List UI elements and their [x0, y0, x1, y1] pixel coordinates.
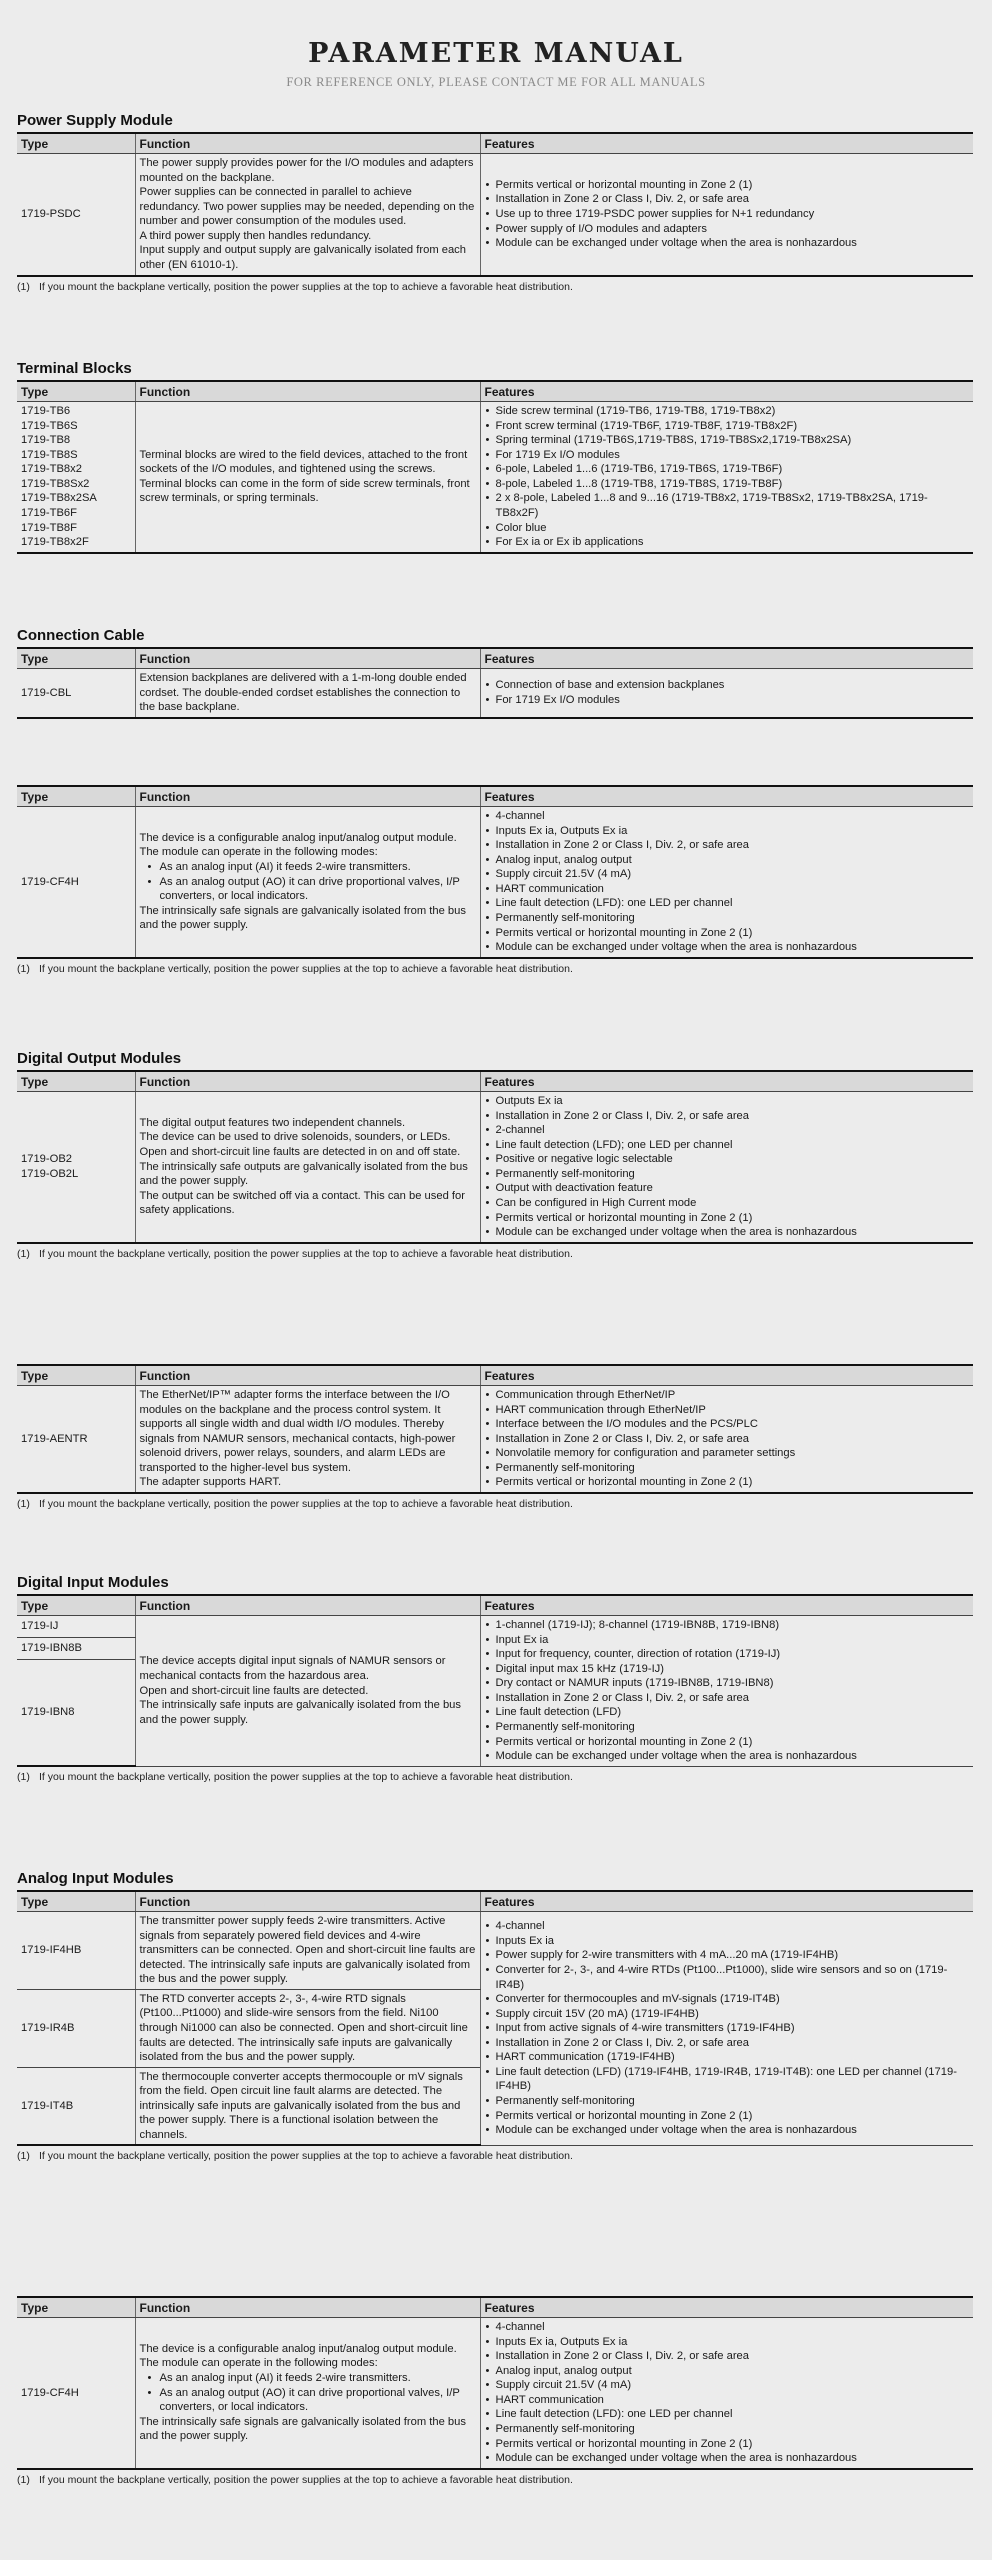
type-cell: 1719-IF4HB	[17, 1912, 135, 1990]
section-digital-input	[17, 1572, 973, 1783]
column-header-type: Type	[17, 1595, 135, 1616]
section-connection-cable	[17, 625, 973, 719]
function-cell: The RTD converter accepts 2-, 3-, 4-wire RTD signals (Pt100...Pt1000) and slide-wire sensors from the field. Ni100 through Ni1000 can also be connected. Open and short-circuit line faults are detected. The intrinsically safe inputs are galvanically isolated from the bus and the power supply.	[135, 1989, 480, 2067]
function-cell: Terminal blocks are wired to the field devices, attached to the front sockets of the I/O modules, and tightened using the screws. Terminal blocks can come in the form of side screw terminals, front screw terminals, or spring terminals.	[135, 402, 480, 553]
features-cell	[480, 402, 973, 553]
feature-item: • Permits vertical or horizontal mounting in Zone 2 (1)	[496, 178, 970, 193]
column-header-function: Function	[135, 1365, 480, 1386]
features-list	[485, 1094, 970, 1240]
feature-item: • Line fault detection (LFD); one LED per channel	[496, 1138, 970, 1153]
feature-item: • For 1719 Ex I/O modules	[496, 693, 970, 708]
section-title: Digital Input Modules	[17, 1574, 169, 1591]
feature-item: • Spring terminal (1719-TB6S,1719-TB8S, 1719-TB8Sx2,1719-TB8x2SA)	[496, 433, 970, 448]
feature-item: • Permanently self-monitoring	[496, 1167, 970, 1182]
features-cell	[480, 154, 973, 276]
column-header-type: Type	[17, 133, 135, 154]
section-title: Analog Input Modules	[17, 1870, 174, 1887]
function-line: The intrinsically safe signals are galvanically isolated from the bus and the power supply.	[139, 2415, 466, 2443]
feature-item: • Permanently self-monitoring	[496, 2094, 970, 2109]
footnote	[17, 963, 973, 975]
feature-item: • Nonvolatile memory for configuration and parameter settings	[496, 1446, 970, 1461]
function-cell	[135, 1092, 480, 1243]
feature-item: • Installation in Zone 2 or Class I, Div. 2, or safe area	[496, 1109, 970, 1124]
table-row	[17, 1912, 973, 1990]
feature-item: • Installation in Zone 2 or Class I, Div. 2, or safe area	[496, 2349, 970, 2364]
type-label: 1719-TB8x2F	[21, 536, 89, 549]
section-title: Power Supply Module	[17, 112, 173, 129]
column-header-function: Function	[135, 1891, 480, 1912]
feature-item: • Interface between the I/O modules and the PCS/PLC	[496, 1417, 970, 1432]
function-cell	[135, 1386, 480, 1493]
page-title: PARAMETER MANUAL	[308, 38, 684, 69]
feature-item: • Power supply of I/O modules and adapters	[496, 222, 970, 237]
digital-input-table	[17, 1594, 973, 1767]
feature-item: • 6-pole, Labeled 1...6 (1719-TB6, 1719-TB6S, 1719-TB6F)	[496, 462, 970, 477]
terminal-blocks-table	[17, 380, 973, 554]
footnote-mark: (1)	[17, 2150, 30, 2163]
feature-item: • For Ex ia or Ex ib applications	[496, 535, 970, 550]
feature-item: • Installation in Zone 2 or Class I, Div. 2, or safe area	[496, 192, 970, 207]
column-header-function: Function	[135, 648, 480, 669]
type-cell: 1719-IR4B	[17, 1989, 135, 2067]
feature-item: • Input from active signals of 4-wire transmitters (1719-IF4HB)	[496, 2021, 970, 2036]
column-header-type: Type	[17, 1365, 135, 1386]
analog-input-table	[17, 1890, 973, 2146]
section-title: Digital Output Modules	[17, 1050, 182, 1067]
feature-item: • Inputs Ex ia	[496, 1934, 970, 1949]
function-cell: The transmitter power supply feeds 2-wire transmitters. Active signals from separately powered field devices and 4-wire transmitters can be connected. Open and short-circuit line faults are detected. The intrinsically safe inputs are galvanically isolated from the bus and the power supply.	[135, 1912, 480, 1990]
function-line: The intrinsically safe signals are galvanically isolated from the bus and the power supply.	[139, 904, 466, 932]
feature-item: • Permits vertical or horizontal mounting in Zone 2 (1)	[496, 1735, 970, 1750]
features-cell	[480, 2318, 973, 2469]
features-list	[485, 2320, 970, 2466]
mode-item: • As an analog input (AI) it feeds 2-wire transmitters.	[160, 2371, 476, 2386]
feature-item: • 4-channel	[496, 2320, 970, 2335]
feature-item: • HART communication	[496, 2393, 970, 2408]
type-label: 1719-TB8x2SA	[21, 492, 97, 505]
features-cell	[480, 1092, 973, 1243]
type-label: 1719-TB8Sx2	[21, 477, 90, 490]
footnote-text: If you mount the backplane vertically, position the power supplies at the top to achieve a favorable heat distribution.	[39, 1497, 573, 1510]
feature-item: • Module can be exchanged under voltage when the area is nonhazardous	[496, 1749, 970, 1764]
feature-item: • Permanently self-monitoring	[496, 1720, 970, 1735]
feature-item: • Supply circuit 21.5V (4 mA)	[496, 867, 970, 882]
feature-item: • 8-pole, Labeled 1...8 (1719-TB8, 1719-TB8S, 1719-TB8F)	[496, 477, 970, 492]
table-row	[17, 154, 973, 276]
column-header-features: Features	[480, 1891, 973, 1912]
function-cell	[135, 1616, 480, 1767]
section-power-supply	[17, 110, 973, 293]
feature-item: • Analog input, analog output	[496, 853, 970, 868]
type-cell: 1719-PSDC	[17, 154, 135, 276]
type-cell: 1719-IBN8	[17, 1660, 135, 1767]
footnote-mark: (1)	[17, 2473, 30, 2486]
section-adapter	[17, 1364, 973, 1510]
feature-item: • 2-channel	[496, 1123, 970, 1138]
footnote-mark: (1)	[17, 962, 30, 975]
feature-item: • Line fault detection (LFD)	[496, 1705, 970, 1720]
feature-item: • 1-channel (1719-IJ); 8-channel (1719-IBN8B, 1719-IBN8)	[496, 1618, 970, 1633]
feature-item: • Side screw terminal (1719-TB6, 1719-TB8, 1719-TB8x2)	[496, 404, 970, 419]
type-cell: 1719-CBL	[17, 669, 135, 718]
type-cell: 1719-IJ	[17, 1616, 135, 1638]
feature-item: • HART communication (1719-IF4HB)	[496, 2050, 970, 2065]
feature-item: • HART communication	[496, 882, 970, 897]
type-cell: 1719-CF4H	[17, 807, 135, 958]
feature-item: • Input Ex ia	[496, 1633, 970, 1648]
column-header-features: Features	[480, 1071, 973, 1092]
feature-item: • Digital input max 15 kHz (1719-IJ)	[496, 1662, 970, 1677]
mode-item: • As an analog input (AI) it feeds 2-wire transmitters.	[160, 860, 476, 875]
footnote-mark: (1)	[17, 1247, 30, 1260]
column-header-type: Type	[17, 2297, 135, 2318]
type-label: 1719-OB2L	[21, 1167, 79, 1180]
feature-item: • Installation in Zone 2 or Class I, Div. 2, or safe area	[496, 1691, 970, 1706]
type-label: 1719-TB6F	[21, 506, 77, 519]
type-cell: 1719-CF4H	[17, 2318, 135, 2469]
section-title: Connection Cable	[17, 627, 145, 644]
table-row	[17, 402, 973, 553]
table-row	[17, 807, 973, 958]
analog-io-table-2	[17, 2296, 973, 2470]
feature-item: • Positive or negative logic selectable	[496, 1152, 970, 1167]
column-header-features: Features	[480, 2297, 973, 2318]
type-label: 1719-TB8S	[21, 448, 78, 461]
feature-item: • Module can be exchanged under voltage when the area is nonhazardous	[496, 2451, 970, 2466]
table-row	[17, 2318, 973, 2469]
function-line: The device can be used to drive solenoids, sounders, or LEDs.	[139, 1131, 451, 1144]
column-header-type: Type	[17, 1891, 135, 1912]
feature-item: • Input for frequency, counter, direction of rotation (1719-IJ)	[496, 1647, 970, 1662]
column-header-type: Type	[17, 786, 135, 807]
feature-item: • Converter for 2-, 3-, and 4-wire RTDs (Pt100...Pt1000), slide wire sensors and so on (1719-IR4B)	[496, 1963, 970, 1992]
section-title: Terminal Blocks	[17, 360, 132, 377]
footnote-mark: (1)	[17, 1497, 30, 1510]
column-header-function: Function	[135, 381, 480, 402]
column-header-type: Type	[17, 648, 135, 669]
column-header-function: Function	[135, 786, 480, 807]
connection-cable-table	[17, 647, 973, 719]
function-line: The intrinsically safe inputs are galvanically isolated from the bus and the power supply.	[139, 1699, 461, 1726]
footnote	[17, 2474, 973, 2486]
function-line: The output can be switched off via a contact. This can be used for safety applications.	[139, 1189, 465, 1217]
type-cell	[17, 402, 135, 553]
column-header-function: Function	[135, 133, 480, 154]
features-list	[485, 178, 970, 251]
type-label: 1719-TB6	[21, 405, 71, 417]
mode-list	[140, 860, 476, 904]
column-header-function: Function	[135, 1595, 480, 1616]
column-header-features: Features	[480, 1595, 973, 1616]
feature-item: • Color blue	[496, 521, 970, 536]
analog-io-table	[17, 785, 973, 959]
function-line: The EtherNet/IP™ adapter forms the interface between the I/O modules on the backplane and the process control system. It supports all single width and dual width I/O modules. Thereby signals from NAMUR sensors, mechanical contacts, high-power solenoid drivers, power relays, sounders, and alarm LEDs are transported to the higher-level bus system.	[139, 1389, 456, 1474]
feature-item: • Front screw terminal (1719-TB6F, 1719-TB8F, 1719-TB8x2F)	[496, 419, 970, 434]
column-header-features: Features	[480, 381, 973, 402]
features-cell	[480, 1616, 973, 1767]
column-header-function: Function	[135, 2297, 480, 2318]
footnote-mark: (1)	[17, 1771, 30, 1784]
features-cell	[480, 1386, 973, 1493]
features-list	[485, 404, 970, 550]
type-cell	[17, 1092, 135, 1243]
section-analog-io	[17, 785, 973, 975]
features-cell	[480, 1912, 973, 2146]
function-line: The adapter supports HART.	[139, 1476, 282, 1489]
function-line: Power supplies can be connected in parallel to achieve redundancy. Two power supplies may be needed, depending on the number and power consumption of the modules used.	[139, 186, 475, 228]
type-cell: 1719-IT4B	[17, 2067, 135, 2145]
feature-item: • Outputs Ex ia	[496, 1094, 970, 1109]
type-label: 1719-TB6S	[21, 419, 78, 432]
feature-item: • Output with deactivation feature	[496, 1181, 970, 1196]
feature-item: • Can be configured in High Current mode	[496, 1196, 970, 1211]
feature-item: • Inputs Ex ia, Outputs Ex ia	[496, 2335, 970, 2350]
feature-item: • Connection of base and extension backplanes	[496, 678, 970, 693]
feature-item: • Dry contact or NAMUR inputs (1719-IBN8B, 1719-IBN8)	[496, 1676, 970, 1691]
feature-item: • Supply circuit 15V (20 mA) (1719-IF4HB)	[496, 2007, 970, 2022]
footnote	[17, 2150, 973, 2162]
function-line: The device is a configurable analog input/analog output module. The module can operate in the following modes:	[139, 831, 457, 859]
column-header-features: Features	[480, 786, 973, 807]
feature-item: • Module can be exchanged under voltage when the area is nonhazardous	[496, 940, 970, 955]
footnote-text: If you mount the backplane vertically, position the power supplies at the top to achieve a favorable heat distribution.	[39, 2473, 573, 2486]
table-row	[17, 1092, 973, 1243]
feature-item: • Analog input, analog output	[496, 2364, 970, 2379]
feature-item: • Converter for thermocouples and mV-signals (1719-IT4B)	[496, 1992, 970, 2007]
footnote-text: If you mount the backplane vertically, position the power supplies at the top to achieve a favorable heat distribution.	[39, 2150, 573, 2163]
section-analog-io-2	[17, 2296, 973, 2486]
function-cell: Extension backplanes are delivered with a 1-m-long double ended cordset. The double-ended cordset establishes the connection to the base backplane.	[135, 669, 480, 718]
function-line: The power supply provides power for the I/O modules and adapters mounted on the backplane.	[139, 157, 474, 184]
features-list	[485, 809, 970, 955]
function-line: The digital output features two independent channels.	[139, 1116, 406, 1129]
function-cell: The thermocouple converter accepts thermocouple or mV signals from the field. Open circuit line fault alarms are detected. The intrinsically safe inputs are galvanically isolated from the bus and the power supply. There is a functional isolation between the channels.	[135, 2067, 480, 2145]
feature-item: • Permanently self-monitoring	[496, 2422, 970, 2437]
feature-item: • Module can be exchanged under voltage when the area is nonhazardous	[496, 2123, 970, 2138]
feature-item: • For 1719 Ex I/O modules	[496, 448, 970, 463]
feature-item: • Permits vertical or horizontal mounting in Zone 2 (1)	[496, 926, 970, 941]
type-label: 1719-TB8	[21, 434, 71, 447]
feature-item: • Installation in Zone 2 or Class I, Div. 2, or safe area	[496, 838, 970, 853]
feature-item: • Permanently self-monitoring	[496, 911, 970, 926]
features-cell	[480, 669, 973, 718]
feature-item: • Permits vertical or horizontal mounting in Zone 2 (1)	[496, 2437, 970, 2452]
adapter-table	[17, 1364, 973, 1494]
feature-item: • Line fault detection (LFD): one LED per channel	[496, 896, 970, 911]
page-subtitle: FOR REFERENCE ONLY, PLEASE CONTACT ME FOR ALL MANUALS	[286, 75, 706, 89]
table-row	[17, 1616, 973, 1638]
feature-item: • Installation in Zone 2 or Class I, Div. 2, or safe area	[496, 1432, 970, 1447]
mode-item: • As an analog output (AO) it can drive proportional valves, I/P converters, or local indicators.	[160, 2386, 476, 2415]
feature-item: • Line fault detection (LFD): one LED per channel	[496, 2407, 970, 2422]
table-row	[17, 1386, 973, 1493]
type-cell: 1719-AENTR	[17, 1386, 135, 1493]
function-line: The device is a configurable analog input/analog output module. The module can operate in the following modes:	[139, 2342, 457, 2370]
column-header-features: Features	[480, 1365, 973, 1386]
section-digital-output	[17, 1048, 973, 1260]
feature-item: • 2 x 8-pole, Labeled 1...8 and 9...16 (1719-TB8x2, 1719-TB8Sx2, 1719-TB8x2SA, 1719-TB8x2F)	[496, 491, 970, 520]
mode-list	[140, 2371, 476, 2415]
feature-item: • Line fault detection (LFD) (1719-IF4HB, 1719-IR4B, 1719-IT4B): one LED per channel (1719-IF4HB)	[496, 2065, 970, 2094]
function-line: Input supply and output supply are galvanically isolated from each other (EN 61010-1).	[139, 244, 467, 271]
function-cell	[135, 2318, 480, 2469]
digital-output-table	[17, 1070, 973, 1244]
page-header	[0, 0, 992, 90]
table-row	[17, 669, 973, 718]
feature-item: • Permits vertical or horizontal mounting in Zone 2 (1)	[496, 2109, 970, 2124]
type-label: 1719-OB2	[21, 1153, 72, 1166]
feature-item: • Power supply for 2-wire transmitters with 4 mA...20 mA (1719-IF4HB)	[496, 1948, 970, 1963]
feature-item: • Module can be exchanged under voltage when the area is nonhazardous	[496, 236, 970, 251]
footnote-text: If you mount the backplane vertically, position the power supplies at the top to achieve a favorable heat distribution.	[39, 280, 573, 293]
feature-item: • HART communication through EtherNet/IP	[496, 1403, 970, 1418]
function-cell	[135, 807, 480, 958]
features-list	[485, 1618, 970, 1764]
footnote	[17, 1498, 973, 1510]
footnote	[17, 1248, 973, 1260]
footnote-text: If you mount the backplane vertically, position the power supplies at the top to achieve a favorable heat distribution.	[39, 962, 573, 975]
feature-item: • Inputs Ex ia, Outputs Ex ia	[496, 824, 970, 839]
feature-item: • 4-channel	[496, 809, 970, 824]
column-header-features: Features	[480, 133, 973, 154]
function-cell	[135, 154, 480, 276]
power-supply-table	[17, 132, 973, 277]
mode-item: • As an analog output (AO) it can drive proportional valves, I/P converters, or local indicators.	[160, 875, 476, 904]
function-line: The device accepts digital input signals of NAMUR sensors or mechanical contacts from the hazardous area.	[139, 1655, 446, 1682]
section-terminal-blocks	[17, 358, 973, 554]
footnote-text: If you mount the backplane vertically, position the power supplies at the top to achieve a favorable heat distribution.	[39, 1247, 573, 1260]
footnote-mark: (1)	[17, 280, 30, 293]
feature-item: • Use up to three 1719-PSDC power supplies for N+1 redundancy	[496, 207, 970, 222]
type-cell: 1719-IBN8B	[17, 1638, 135, 1660]
feature-item: • 4-channel	[496, 1919, 970, 1934]
features-list	[485, 678, 970, 707]
footnote	[17, 281, 973, 293]
feature-item: • Communication through EtherNet/IP	[496, 1388, 970, 1403]
column-header-type: Type	[17, 1071, 135, 1092]
feature-item: • Permanently self-monitoring	[496, 1461, 970, 1476]
column-header-features: Features	[480, 648, 973, 669]
type-label: 1719-TB8x2	[21, 463, 82, 476]
function-line: A third power supply then handles redundancy.	[139, 229, 372, 242]
feature-item: • Installation in Zone 2 or Class I, Div. 2, or safe area	[496, 2036, 970, 2051]
column-header-function: Function	[135, 1071, 480, 1092]
feature-item: • Module can be exchanged under voltage when the area is nonhazardous	[496, 1225, 970, 1240]
feature-item: • Permits vertical or horizontal mounting in Zone 2 (1)	[496, 1211, 970, 1226]
function-line: Open and short-circuit line faults are detected in on and off state.	[139, 1145, 461, 1158]
features-list	[485, 1388, 970, 1490]
feature-item: • Supply circuit 21.5V (4 mA)	[496, 2378, 970, 2393]
footnote-text: If you mount the backplane vertically, position the power supplies at the top to achieve a favorable heat distribution.	[39, 1771, 573, 1784]
function-line: Open and short-circuit line faults are detected.	[139, 1684, 369, 1697]
features-cell	[480, 807, 973, 958]
type-label: 1719-TB8F	[21, 521, 77, 534]
function-line: The intrinsically safe outputs are galvanically isolated from the bus and the power supply.	[139, 1160, 468, 1188]
column-header-type: Type	[17, 381, 135, 402]
features-list	[485, 1919, 970, 2137]
feature-item: • Permits vertical or horizontal mounting in Zone 2 (1)	[496, 1475, 970, 1490]
footnote	[17, 1771, 973, 1783]
section-analog-input	[17, 1868, 973, 2162]
